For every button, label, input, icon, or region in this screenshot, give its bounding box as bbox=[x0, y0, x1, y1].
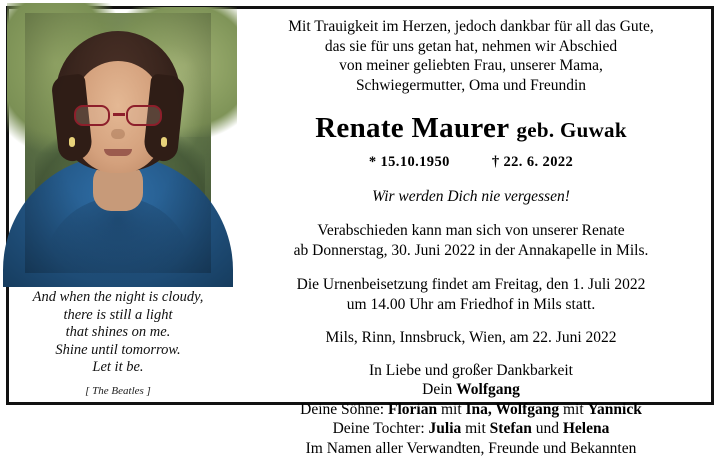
husband-line bbox=[238, 380, 704, 400]
daughter-label: Deine Tochter: bbox=[333, 420, 429, 437]
gratitude-line: In Liebe und großer Dankbarkeit bbox=[238, 361, 704, 381]
poem-source: [ The Beatles ] bbox=[33, 383, 204, 401]
closing-line: Im Namen aller Verwandten, Freunde und Bekannten bbox=[238, 439, 704, 458]
daughter-connector: mit bbox=[461, 420, 489, 437]
son-partner-2: Yannick bbox=[588, 401, 642, 418]
daughter-line bbox=[238, 419, 704, 439]
intro-line: von meiner geliebten Frau, unserer Mama, bbox=[238, 56, 704, 76]
daughter-name: Julia bbox=[429, 420, 462, 437]
daughter-partner: Stefan bbox=[490, 420, 532, 437]
family-block bbox=[238, 361, 704, 458]
birth-date: * 15.10.1950 bbox=[369, 154, 450, 170]
poem-block bbox=[33, 289, 204, 400]
intro-line: Schwiegermutter, Oma und Freundin bbox=[238, 76, 704, 96]
life-dates bbox=[238, 154, 704, 171]
death-date: † 22. 6. 2022 bbox=[492, 154, 573, 170]
places-line: Mils, Rinn, Innsbruck, Wien, am 22. Juni 2022 bbox=[238, 328, 704, 348]
farewell-line: ab Donnerstag, 30. Juni 2022 in der Annakapelle in Mils. bbox=[238, 241, 704, 261]
motto-text: Wir werden Dich nie vergessen! bbox=[238, 188, 704, 206]
husband-prefix: Dein bbox=[422, 381, 456, 398]
son-name-1: Florian bbox=[388, 401, 437, 418]
poem-line: that shines on me. bbox=[33, 324, 204, 342]
intro-line: Mit Trauigkeit im Herzen, jedoch dankbar für all das Gute, bbox=[238, 17, 704, 37]
sons-line bbox=[238, 400, 704, 420]
farewell-paragraph bbox=[238, 221, 704, 260]
daughter-and: und bbox=[532, 420, 563, 437]
right-column bbox=[224, 11, 708, 400]
poem-line: Let it be. bbox=[33, 359, 204, 377]
husband-name: Wolfgang bbox=[456, 381, 520, 398]
poem-line: there is still a light bbox=[33, 307, 204, 325]
poem-line: And when the night is cloudy, bbox=[33, 289, 204, 307]
burial-paragraph bbox=[238, 275, 704, 314]
deceased-name-line bbox=[238, 112, 704, 146]
portrait-photo bbox=[25, 13, 211, 273]
maiden-name: geb. Guwak bbox=[516, 118, 626, 142]
intro-line: das sie für uns getan hat, nehmen wir Abschied bbox=[238, 37, 704, 57]
son-partner-1: Ina, Wolfgang bbox=[466, 401, 560, 418]
sons-connector-2: mit bbox=[559, 401, 587, 418]
poem-line: Shine until tomorrow. bbox=[33, 342, 204, 360]
photo-vignette bbox=[25, 13, 211, 273]
farewell-line: Verabschieden kann man sich von unserer Renate bbox=[238, 221, 704, 241]
deceased-name: Renate Maurer bbox=[315, 112, 509, 144]
obituary-content bbox=[12, 11, 708, 400]
burial-line: um 14.00 Uhr am Friedhof in Mils statt. bbox=[238, 295, 704, 315]
sons-connector-1: mit bbox=[437, 401, 465, 418]
burial-line: Die Urnenbeisetzung findet am Freitag, den 1. Juli 2022 bbox=[238, 275, 704, 295]
left-column bbox=[12, 11, 224, 400]
grandchild-name: Helena bbox=[563, 420, 610, 437]
sons-label: Deine Söhne: bbox=[300, 401, 388, 418]
intro-text bbox=[238, 17, 704, 95]
